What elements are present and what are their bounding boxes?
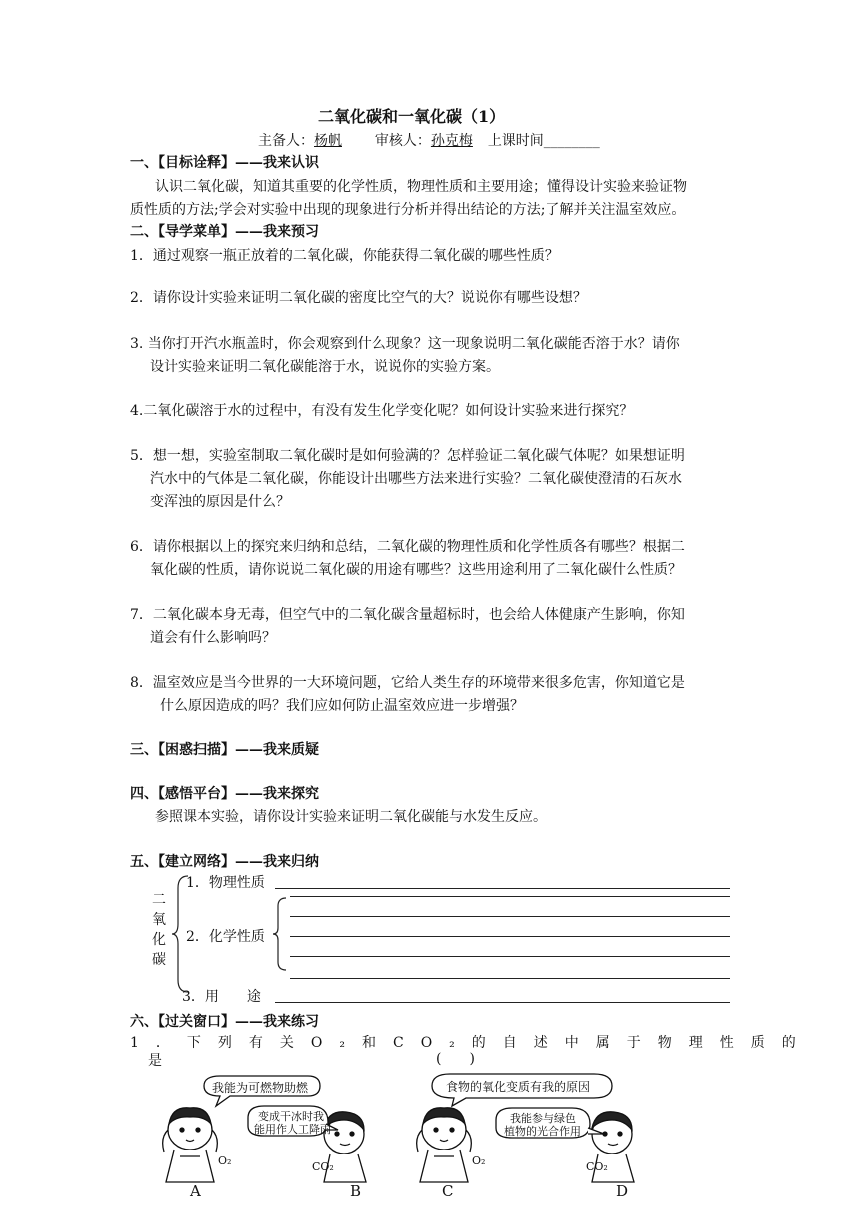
tag-co2-right: CO₂ (586, 1160, 608, 1173)
bubble-b-text-2: 能用作人工降雨 (254, 1123, 331, 1136)
question-1: 1．通过观察一瓶正放着的二氧化碳，你能获得二氧化碳的哪些性质？ (130, 248, 559, 264)
question-8-line-2: 什么原因造成的吗？我们应如何防止温室效应进一步增强？ (160, 698, 524, 714)
chemical-answer-line-3 (290, 936, 730, 937)
reviewer-name: 孙克梅 (430, 133, 473, 149)
map-item-physical: 1．物理性质 (186, 875, 265, 891)
meta-line (258, 130, 600, 150)
vertical-char-4: 碳 (152, 952, 166, 968)
preparer-name: 杨帆 (314, 133, 342, 149)
map-item-chemical: 2．化学性质 (186, 929, 265, 945)
section-2-heading: 二、【导学菜单】——我来预习 (130, 224, 319, 240)
physical-answer-line (275, 888, 730, 889)
map-item-uses: 3．用 途 (182, 989, 261, 1005)
girl-right-icon (417, 1108, 472, 1182)
chemical-answer-line-2 (290, 916, 730, 917)
small-brace-icon (272, 896, 288, 972)
question-5-line-3: 变浑浊的原因是什么？ (150, 494, 290, 510)
section-3-heading: 三、【困惑扫描】——我来质疑 (130, 742, 319, 758)
vertical-label (152, 890, 168, 970)
option-label-d: D (616, 1182, 629, 1200)
question-3-line-2: 设计实验来证明二氧化碳能溶于水，说说你的实验方案。 (150, 359, 500, 375)
tag-o2-left: O₂ (218, 1154, 232, 1167)
preparer-label: 主备人： (258, 133, 314, 149)
option-label-a: A (190, 1182, 201, 1200)
uses-answer-line (275, 1002, 730, 1003)
question-8-line-1: 8．温室效应是当今世界的一大环境问题，它给人类生存的环境带来很多危害，你知道它是 (130, 675, 685, 691)
bubble-a-text: 我能为可燃物助燃 (212, 1081, 309, 1095)
class-time-label: 上课时间________ (487, 133, 600, 149)
question-6-line-1: 6．请你根据以上的探究来归纳和总结，二氧化碳的物理性质和化学性质各有哪些？根据二 (130, 539, 685, 555)
question-7-line-2: 道会有什么影响吗？ (150, 630, 276, 646)
page-title: 二氧化碳和一氧化碳（1） (318, 107, 506, 126)
bubble-d-text-2: 植物的光合作用 (504, 1125, 581, 1138)
vertical-char-3: 化 (152, 932, 166, 948)
question-5-line-1: 5．想一想，实验室制取二氧化碳时是如何验满的？怎样验证二氧化碳气体呢？如果想证明 (130, 448, 685, 464)
section-1-paragraph-2: 质性质的方法;学会对实验中出现的现象进行分析并得出结论的方法;了解并关注温室效应。 (130, 202, 686, 218)
tag-co2-left: CO₂ (312, 1160, 334, 1173)
question-4: 4.二氧化碳溶于水的过程中，有没有发生化学变化呢？如何设计实验来进行探究？ (130, 403, 634, 419)
girl-left-icon (163, 1108, 218, 1182)
bubble-c-text: 食物的氧化变质有我的原因 (446, 1080, 591, 1094)
bubble-d-text-1: 我能参与绿色 (510, 1112, 576, 1125)
tag-o2-right: O₂ (472, 1154, 486, 1167)
section-6-heading: 六、【过关窗口】——我来练习 (130, 1014, 319, 1030)
bubble-b-text-1: 变成干冰时我 (258, 1110, 324, 1123)
option-label-b: B (350, 1182, 362, 1200)
concept-map (140, 872, 740, 1008)
question-3-line-1: 3. 当你打开汽水瓶盖时，你会观察到什么现象？这一现象说明二氧化碳能否溶于水？请你 (130, 336, 680, 352)
exercise-1-line-2: 是 (148, 1053, 162, 1069)
chemical-answer-line-4 (290, 956, 730, 957)
reviewer-label: 审核人： (374, 133, 431, 149)
question-6-line-2: 氧化碳的性质，请你说说二氧化碳的用途有哪些？这些用途利用了二氧化碳什么性质？ (150, 562, 682, 578)
question-7-line-1: 7．二氧化碳本身无毒，但空气中的二氧化碳含量超标时，也会给人体健康产生影响，你知 (130, 607, 685, 623)
section-4-paragraph: 参照课本实验，请你设计实验来证明二氧化碳能与水发生反应。 (155, 809, 547, 825)
section-5-heading: 五、【建立网络】——我来归纳 (130, 854, 319, 870)
chemical-answer-line-5 (290, 978, 730, 979)
exercise-1-line-1: 1．下列有关O₂和CO₂的自述中属于物理性质的 (130, 1035, 813, 1051)
section-1-heading: 一、【目标诠释】——我来认识 (130, 155, 319, 171)
chemical-answer-line-1 (290, 896, 730, 897)
exercise-figure (160, 1072, 660, 1202)
section-4-heading: 四、【感悟平台】——我来探究 (130, 786, 319, 802)
section-1-paragraph-1: 认识二氧化碳，知道其重要的化学性质，物理性质和主要用途；懂得设计实验来验证物 (155, 179, 687, 195)
question-2: 2．请你设计实验来证明二氧化碳的密度比空气的大？说说你有哪些设想？ (130, 290, 587, 306)
option-label-c: C (442, 1182, 454, 1200)
vertical-char-1: 二 (152, 892, 166, 908)
question-5-line-2: 汽水中的气体是二氧化碳，你能设计出哪些方法来进行实验？二氧化碳使澄清的石灰水 (150, 471, 682, 487)
vertical-char-2: 氧 (152, 912, 166, 928)
exercise-1-answer-paren: ( ) (436, 1051, 475, 1067)
